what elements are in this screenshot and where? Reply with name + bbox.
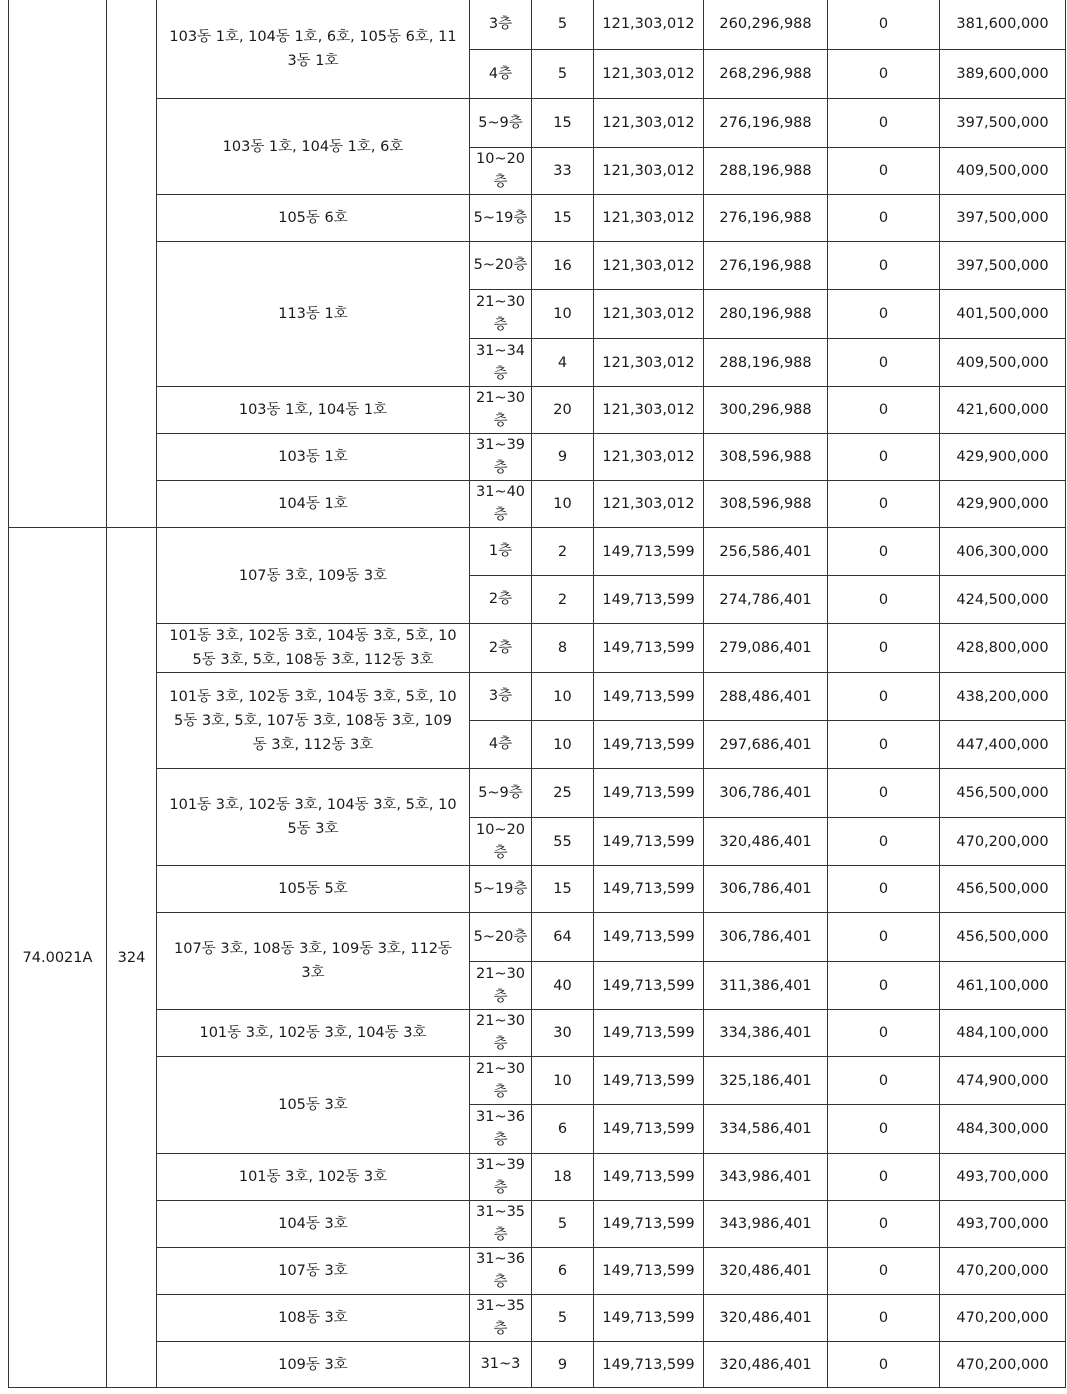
units-cell: 10 <box>532 1057 594 1105</box>
vat-cell: 0 <box>828 962 940 1010</box>
vat-cell: 0 <box>828 624 940 673</box>
table-row <box>9 99 1066 148</box>
building-price-cell: 320,486,401 <box>704 1248 828 1295</box>
dong-unit-cell: 107동 3호, 109동 3호 <box>157 528 470 624</box>
price-table <box>8 0 1066 1388</box>
table-row <box>9 195 1066 242</box>
dong-unit-cell: 101동 3호, 102동 3호, 104동 3호, 5호, 105동 3호 <box>157 769 470 866</box>
dong-unit-cell: 105동 6호 <box>157 195 470 242</box>
floor-cell: 31~36층 <box>470 1248 532 1295</box>
units-cell: 9 <box>532 1342 594 1388</box>
total-price-cell: 470,200,000 <box>940 1295 1066 1342</box>
total-price-cell: 409,500,000 <box>940 339 1066 387</box>
land-price-cell: 149,713,599 <box>594 962 704 1010</box>
vat-cell: 0 <box>828 1154 940 1201</box>
floor-cell: 3층 <box>470 0 532 50</box>
land-price-cell: 121,303,012 <box>594 195 704 242</box>
building-price-cell: 288,196,988 <box>704 339 828 387</box>
table-row <box>9 1295 1066 1342</box>
table-row <box>9 913 1066 962</box>
building-price-cell: 297,686,401 <box>704 721 828 769</box>
units-cell: 2 <box>532 528 594 576</box>
units-cell: 8 <box>532 624 594 673</box>
total-price-cell: 429,900,000 <box>940 481 1066 528</box>
land-price-cell: 149,713,599 <box>594 913 704 962</box>
building-price-cell: 280,196,988 <box>704 290 828 339</box>
land-price-cell: 149,713,599 <box>594 769 704 818</box>
building-price-cell: 306,786,401 <box>704 769 828 818</box>
vat-cell: 0 <box>828 1248 940 1295</box>
floor-cell: 5~9층 <box>470 769 532 818</box>
dong-unit-cell: 103동 1호 <box>157 434 470 481</box>
vat-cell: 0 <box>828 195 940 242</box>
building-price-cell: 268,296,988 <box>704 50 828 99</box>
total-price-cell: 429,900,000 <box>940 434 1066 481</box>
building-price-cell: 320,486,401 <box>704 818 828 866</box>
units-cell: 9 <box>532 434 594 481</box>
units-cell: 4 <box>532 339 594 387</box>
housing-type-cell: 74.0021A <box>9 528 107 1388</box>
table-row <box>9 673 1066 721</box>
floor-cell: 31~3 <box>470 1342 532 1388</box>
building-price-cell: 276,196,988 <box>704 242 828 290</box>
floor-cell: 3층 <box>470 673 532 721</box>
supply-total-cell: 324 <box>107 528 157 1388</box>
units-cell: 33 <box>532 148 594 195</box>
dong-unit-cell: 103동 1호, 104동 1호, 6호, 105동 6호, 113동 1호 <box>157 0 470 99</box>
dong-unit-cell: 101동 3호, 102동 3호 <box>157 1154 470 1201</box>
building-price-cell: 320,486,401 <box>704 1342 828 1388</box>
land-price-cell: 149,713,599 <box>594 818 704 866</box>
total-price-cell: 493,700,000 <box>940 1201 1066 1248</box>
total-price-cell: 438,200,000 <box>940 673 1066 721</box>
total-price-cell: 461,100,000 <box>940 962 1066 1010</box>
land-price-cell: 121,303,012 <box>594 50 704 99</box>
units-cell: 5 <box>532 1201 594 1248</box>
total-price-cell: 447,400,000 <box>940 721 1066 769</box>
floor-cell: 21~30층 <box>470 1057 532 1105</box>
floor-cell: 5~19층 <box>470 866 532 913</box>
units-cell: 18 <box>532 1154 594 1201</box>
vat-cell: 0 <box>828 242 940 290</box>
table-row <box>9 528 1066 576</box>
building-price-cell: 279,086,401 <box>704 624 828 673</box>
table-row <box>9 1201 1066 1248</box>
building-price-cell: 325,186,401 <box>704 1057 828 1105</box>
vat-cell: 0 <box>828 339 940 387</box>
floor-cell: 5~20층 <box>470 242 532 290</box>
dong-unit-cell: 101동 3호, 102동 3호, 104동 3호, 5호, 105동 3호, 5호, 107동 3호, 108동 3호, 109동 3호, 112동 3호 <box>157 673 470 769</box>
table-row <box>9 242 1066 290</box>
floor-cell: 2층 <box>470 576 532 624</box>
floor-cell: 31~40층 <box>470 481 532 528</box>
total-price-cell: 389,600,000 <box>940 50 1066 99</box>
total-price-cell: 381,600,000 <box>940 0 1066 50</box>
total-price-cell: 470,200,000 <box>940 1342 1066 1388</box>
floor-cell: 4층 <box>470 50 532 99</box>
units-cell: 15 <box>532 866 594 913</box>
total-price-cell: 484,300,000 <box>940 1105 1066 1154</box>
building-price-cell: 306,786,401 <box>704 913 828 962</box>
land-price-cell: 149,713,599 <box>594 866 704 913</box>
dong-unit-cell: 113동 1호 <box>157 242 470 387</box>
vat-cell: 0 <box>828 528 940 576</box>
building-price-cell: 276,196,988 <box>704 99 828 148</box>
floor-cell: 5~20층 <box>470 913 532 962</box>
units-cell: 15 <box>532 195 594 242</box>
land-price-cell: 121,303,012 <box>594 387 704 434</box>
land-price-cell: 149,713,599 <box>594 1342 704 1388</box>
units-cell: 30 <box>532 1010 594 1057</box>
vat-cell: 0 <box>828 769 940 818</box>
vat-cell: 0 <box>828 0 940 50</box>
units-cell: 25 <box>532 769 594 818</box>
building-price-cell: 256,586,401 <box>704 528 828 576</box>
dong-unit-cell: 108동 3호 <box>157 1295 470 1342</box>
dong-unit-cell: 104동 3호 <box>157 1201 470 1248</box>
building-price-cell: 300,296,988 <box>704 387 828 434</box>
total-price-cell: 456,500,000 <box>940 866 1066 913</box>
total-price-cell: 397,500,000 <box>940 242 1066 290</box>
total-price-cell: 406,300,000 <box>940 528 1066 576</box>
vat-cell: 0 <box>828 290 940 339</box>
vat-cell: 0 <box>828 148 940 195</box>
dong-unit-cell: 101동 3호, 102동 3호, 104동 3호, 5호, 105동 3호, 5호, 108동 3호, 112동 3호 <box>157 624 470 673</box>
building-price-cell: 311,386,401 <box>704 962 828 1010</box>
total-price-cell: 397,500,000 <box>940 195 1066 242</box>
floor-cell: 4층 <box>470 721 532 769</box>
floor-cell: 21~30층 <box>470 387 532 434</box>
units-cell: 6 <box>532 1105 594 1154</box>
land-price-cell: 149,713,599 <box>594 576 704 624</box>
building-price-cell: 274,786,401 <box>704 576 828 624</box>
land-price-cell: 149,713,599 <box>594 528 704 576</box>
land-price-cell: 121,303,012 <box>594 148 704 195</box>
units-cell: 10 <box>532 290 594 339</box>
table-row <box>9 1248 1066 1295</box>
units-cell: 5 <box>532 1295 594 1342</box>
vat-cell: 0 <box>828 1201 940 1248</box>
vat-cell: 0 <box>828 99 940 148</box>
table-row <box>9 387 1066 434</box>
land-price-cell: 149,713,599 <box>594 1154 704 1201</box>
building-price-cell: 308,596,988 <box>704 434 828 481</box>
table-row <box>9 481 1066 528</box>
total-price-cell: 484,100,000 <box>940 1010 1066 1057</box>
dong-unit-cell: 105동 5호 <box>157 866 470 913</box>
building-price-cell: 343,986,401 <box>704 1154 828 1201</box>
dong-unit-cell: 104동 1호 <box>157 481 470 528</box>
building-price-cell: 343,986,401 <box>704 1201 828 1248</box>
dong-unit-cell: 107동 3호 <box>157 1248 470 1295</box>
units-cell: 15 <box>532 99 594 148</box>
vat-cell: 0 <box>828 50 940 99</box>
floor-cell: 21~30층 <box>470 290 532 339</box>
table-row <box>9 1010 1066 1057</box>
land-price-cell: 121,303,012 <box>594 242 704 290</box>
vat-cell: 0 <box>828 1010 940 1057</box>
floor-cell: 31~35층 <box>470 1295 532 1342</box>
table-row <box>9 866 1066 913</box>
units-cell: 20 <box>532 387 594 434</box>
table-row <box>9 0 1066 50</box>
land-price-cell: 121,303,012 <box>594 0 704 50</box>
units-cell: 16 <box>532 242 594 290</box>
land-price-cell: 149,713,599 <box>594 624 704 673</box>
total-price-cell: 470,200,000 <box>940 818 1066 866</box>
floor-cell: 1층 <box>470 528 532 576</box>
units-cell: 10 <box>532 673 594 721</box>
table-row <box>9 434 1066 481</box>
table-row <box>9 769 1066 818</box>
total-price-cell: 456,500,000 <box>940 913 1066 962</box>
floor-cell: 31~39층 <box>470 1154 532 1201</box>
table-row <box>9 1057 1066 1105</box>
floor-cell: 21~30층 <box>470 962 532 1010</box>
table-row <box>9 1342 1066 1388</box>
total-price-cell: 493,700,000 <box>940 1154 1066 1201</box>
vat-cell: 0 <box>828 913 940 962</box>
land-price-cell: 121,303,012 <box>594 339 704 387</box>
dong-unit-cell: 101동 3호, 102동 3호, 104동 3호 <box>157 1010 470 1057</box>
floor-cell: 21~30층 <box>470 1010 532 1057</box>
vat-cell: 0 <box>828 434 940 481</box>
table-row <box>9 1154 1066 1201</box>
total-price-cell: 428,800,000 <box>940 624 1066 673</box>
land-price-cell: 149,713,599 <box>594 1295 704 1342</box>
floor-cell: 31~39층 <box>470 434 532 481</box>
units-cell: 10 <box>532 721 594 769</box>
vat-cell: 0 <box>828 818 940 866</box>
total-price-cell: 409,500,000 <box>940 148 1066 195</box>
land-price-cell: 121,303,012 <box>594 434 704 481</box>
total-price-cell: 421,600,000 <box>940 387 1066 434</box>
table-row <box>9 624 1066 673</box>
floor-cell: 31~35층 <box>470 1201 532 1248</box>
dong-unit-cell: 105동 3호 <box>157 1057 470 1154</box>
units-cell: 40 <box>532 962 594 1010</box>
vat-cell: 0 <box>828 387 940 434</box>
vat-cell: 0 <box>828 721 940 769</box>
vat-cell: 0 <box>828 1105 940 1154</box>
total-price-cell: 401,500,000 <box>940 290 1066 339</box>
vat-cell: 0 <box>828 1057 940 1105</box>
land-price-cell: 149,713,599 <box>594 1057 704 1105</box>
vat-cell: 0 <box>828 1295 940 1342</box>
building-price-cell: 320,486,401 <box>704 1295 828 1342</box>
land-price-cell: 121,303,012 <box>594 481 704 528</box>
building-price-cell: 260,296,988 <box>704 0 828 50</box>
land-price-cell: 149,713,599 <box>594 1105 704 1154</box>
building-price-cell: 276,196,988 <box>704 195 828 242</box>
building-price-cell: 308,596,988 <box>704 481 828 528</box>
dong-unit-cell: 107동 3호, 108동 3호, 109동 3호, 112동 3호 <box>157 913 470 1010</box>
total-price-cell: 470,200,000 <box>940 1248 1066 1295</box>
housing-type-cell <box>9 0 107 528</box>
total-price-cell: 424,500,000 <box>940 576 1066 624</box>
units-cell: 64 <box>532 913 594 962</box>
floor-cell: 10~20층 <box>470 148 532 195</box>
dong-unit-cell: 109동 3호 <box>157 1342 470 1388</box>
total-price-cell: 397,500,000 <box>940 99 1066 148</box>
land-price-cell: 149,713,599 <box>594 1201 704 1248</box>
floor-cell: 2층 <box>470 624 532 673</box>
land-price-cell: 149,713,599 <box>594 1248 704 1295</box>
total-price-cell: 474,900,000 <box>940 1057 1066 1105</box>
building-price-cell: 334,586,401 <box>704 1105 828 1154</box>
vat-cell: 0 <box>828 481 940 528</box>
land-price-cell: 149,713,599 <box>594 721 704 769</box>
units-cell: 10 <box>532 481 594 528</box>
land-price-cell: 149,713,599 <box>594 673 704 721</box>
units-cell: 6 <box>532 1248 594 1295</box>
supply-total-cell <box>107 0 157 528</box>
vat-cell: 0 <box>828 673 940 721</box>
floor-cell: 5~19층 <box>470 195 532 242</box>
vat-cell: 0 <box>828 1342 940 1388</box>
units-cell: 5 <box>532 0 594 50</box>
dong-unit-cell: 103동 1호, 104동 1호, 6호 <box>157 99 470 195</box>
units-cell: 2 <box>532 576 594 624</box>
units-cell: 55 <box>532 818 594 866</box>
building-price-cell: 306,786,401 <box>704 866 828 913</box>
building-price-cell: 288,486,401 <box>704 673 828 721</box>
units-cell: 5 <box>532 50 594 99</box>
floor-cell: 31~36층 <box>470 1105 532 1154</box>
land-price-cell: 149,713,599 <box>594 1010 704 1057</box>
vat-cell: 0 <box>828 866 940 913</box>
floor-cell: 5~9층 <box>470 99 532 148</box>
building-price-cell: 288,196,988 <box>704 148 828 195</box>
floor-cell: 31~34층 <box>470 339 532 387</box>
land-price-cell: 121,303,012 <box>594 99 704 148</box>
floor-cell: 10~20층 <box>470 818 532 866</box>
building-price-cell: 334,386,401 <box>704 1010 828 1057</box>
total-price-cell: 456,500,000 <box>940 769 1066 818</box>
land-price-cell: 121,303,012 <box>594 290 704 339</box>
vat-cell: 0 <box>828 576 940 624</box>
dong-unit-cell: 103동 1호, 104동 1호 <box>157 387 470 434</box>
